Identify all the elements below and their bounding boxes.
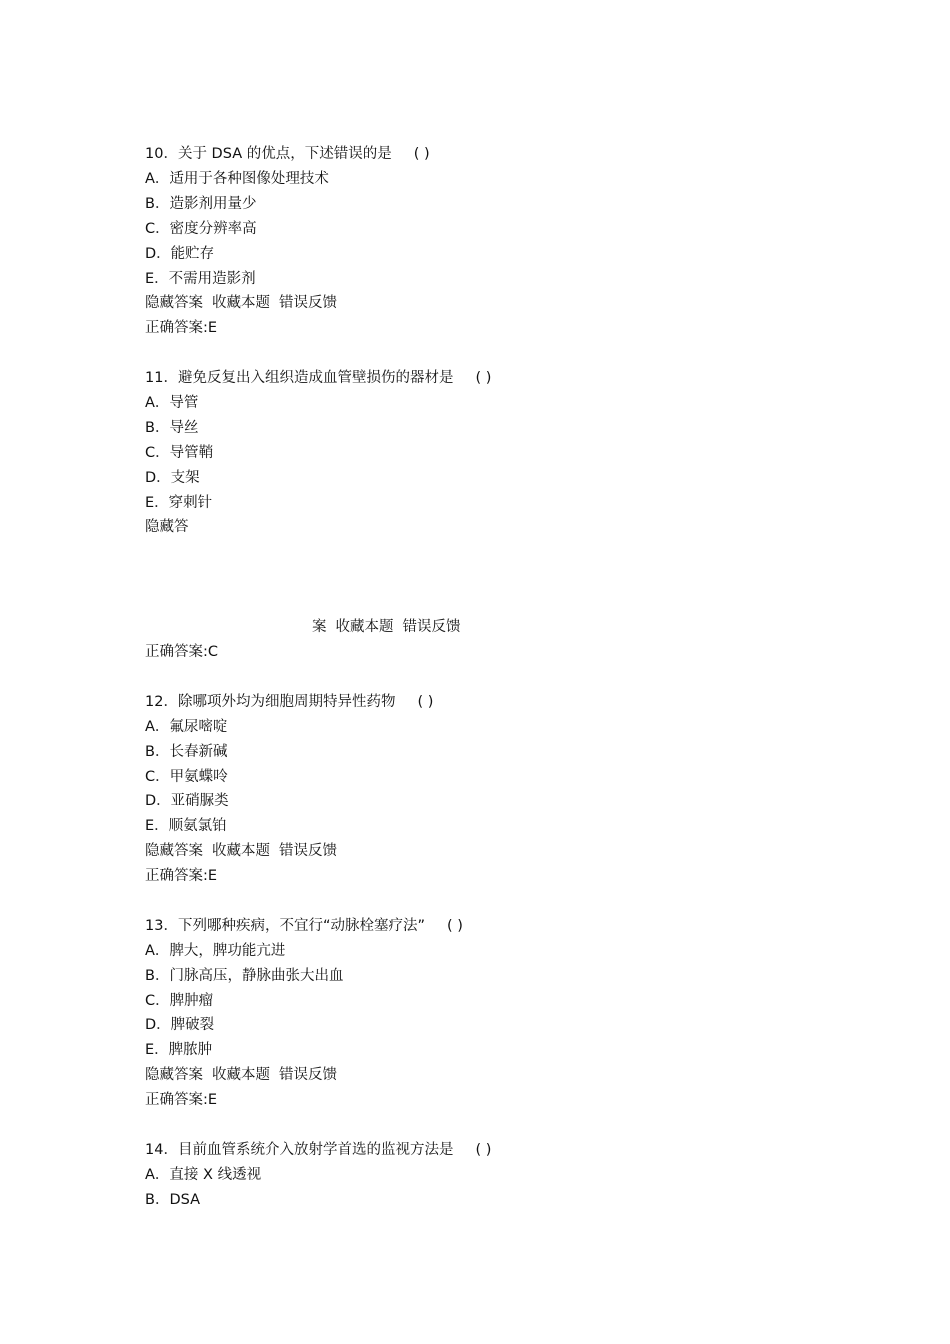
q10-option-e: E．不需用造影剂 — [145, 271, 256, 287]
question-13-text — [145, 916, 463, 936]
q10-option-d: D．能贮存 — [145, 246, 215, 262]
q13-favorite-link[interactable]: 收藏本题 — [212, 1067, 270, 1083]
q13-hide-answer-link[interactable]: 隐藏答案 — [145, 1067, 203, 1083]
q10-actions — [145, 293, 337, 313]
q11-correct-answer: 正确答案:C — [145, 644, 219, 660]
question-10-text — [145, 144, 430, 164]
q10-option-c: C．密度分辨率高 — [145, 221, 257, 237]
question-14-text — [145, 1140, 491, 1160]
q12-favorite-link[interactable]: 收藏本题 — [212, 843, 270, 859]
question-14-stem: 14．目前血管系统介入放射学首选的监视方法是 — [145, 1142, 454, 1158]
q12-option-d: D．亚硝脲类 — [145, 793, 229, 809]
question-12-stem: 12．除哪项外均为细胞周期特异性药物 — [145, 694, 396, 710]
q11-option-d: D．支架 — [145, 470, 200, 486]
q13-option-d: D．脾破裂 — [145, 1017, 215, 1033]
q10-favorite-link[interactable]: 收藏本题 — [212, 295, 270, 311]
question-11-text — [145, 368, 491, 388]
q11-option-c: C．导管鞘 — [145, 445, 214, 461]
q13-option-e: E．脾脓肿 — [145, 1042, 213, 1058]
question-13-stem: 13．下列哪种疾病，不宜行“动脉栓塞疗法” — [145, 918, 425, 934]
q12-option-b: B．长春新碱 — [145, 744, 228, 760]
q13-actions — [145, 1065, 337, 1085]
question-11-stem: 11．避免反复出入组织造成血管壁损伤的器材是 — [145, 370, 454, 386]
q12-feedback-link[interactable]: 错误反馈 — [279, 843, 337, 859]
q13-correct-answer: 正确答案:E — [145, 1092, 218, 1108]
q11-option-a: A．导管 — [145, 395, 199, 411]
q12-option-e: E．顺氨氯铂 — [145, 818, 227, 834]
q10-option-a: A．适用于各种图像处理技术 — [145, 171, 329, 187]
q14-option-b: B．DSA — [145, 1192, 201, 1208]
question-10-paren: ( ) — [413, 146, 430, 162]
q13-feedback-link[interactable]: 错误反馈 — [279, 1067, 337, 1083]
question-12-text — [145, 692, 433, 712]
question-14-paren: ( ) — [475, 1142, 492, 1158]
q11-feedback-link[interactable]: 错误反馈 — [402, 619, 461, 635]
question-12-paren: ( ) — [417, 694, 434, 710]
q12-actions — [145, 841, 337, 861]
question-10-stem: 10．关于 DSA 的优点，下述错误的是 — [145, 146, 392, 162]
q12-hide-answer-link[interactable]: 隐藏答案 — [145, 843, 203, 859]
q11-hide-answer-link-part2[interactable]: 案 — [312, 619, 327, 635]
q12-correct-answer: 正确答案:E — [145, 868, 218, 884]
q11-option-e: E．穿刺针 — [145, 495, 213, 511]
question-11-paren: ( ) — [475, 370, 492, 386]
q13-option-a: A．脾大，脾功能亢进 — [145, 943, 286, 959]
q11-hide-answer-link-part1[interactable]: 隐藏答 — [145, 519, 189, 535]
q11-option-b: B．导丝 — [145, 420, 199, 436]
q14-option-a: A．直接 X 线透视 — [145, 1167, 262, 1183]
q10-correct-answer: 正确答案:E — [145, 320, 218, 336]
q13-option-c: C．脾肿瘤 — [145, 993, 214, 1009]
q10-option-b: B．造影剂用量少 — [145, 196, 257, 212]
q10-feedback-link[interactable]: 错误反馈 — [279, 295, 337, 311]
q12-option-a: A．氟尿嘧啶 — [145, 719, 228, 735]
q11-favorite-link[interactable]: 收藏本题 — [335, 619, 394, 635]
q12-option-c: C．甲氨蝶呤 — [145, 769, 228, 785]
q13-option-b: B．门脉高压，静脉曲张大出血 — [145, 968, 344, 984]
q11-actions — [312, 617, 461, 637]
q10-hide-answer-link[interactable]: 隐藏答案 — [145, 295, 203, 311]
question-13-paren: ( ) — [446, 918, 463, 934]
